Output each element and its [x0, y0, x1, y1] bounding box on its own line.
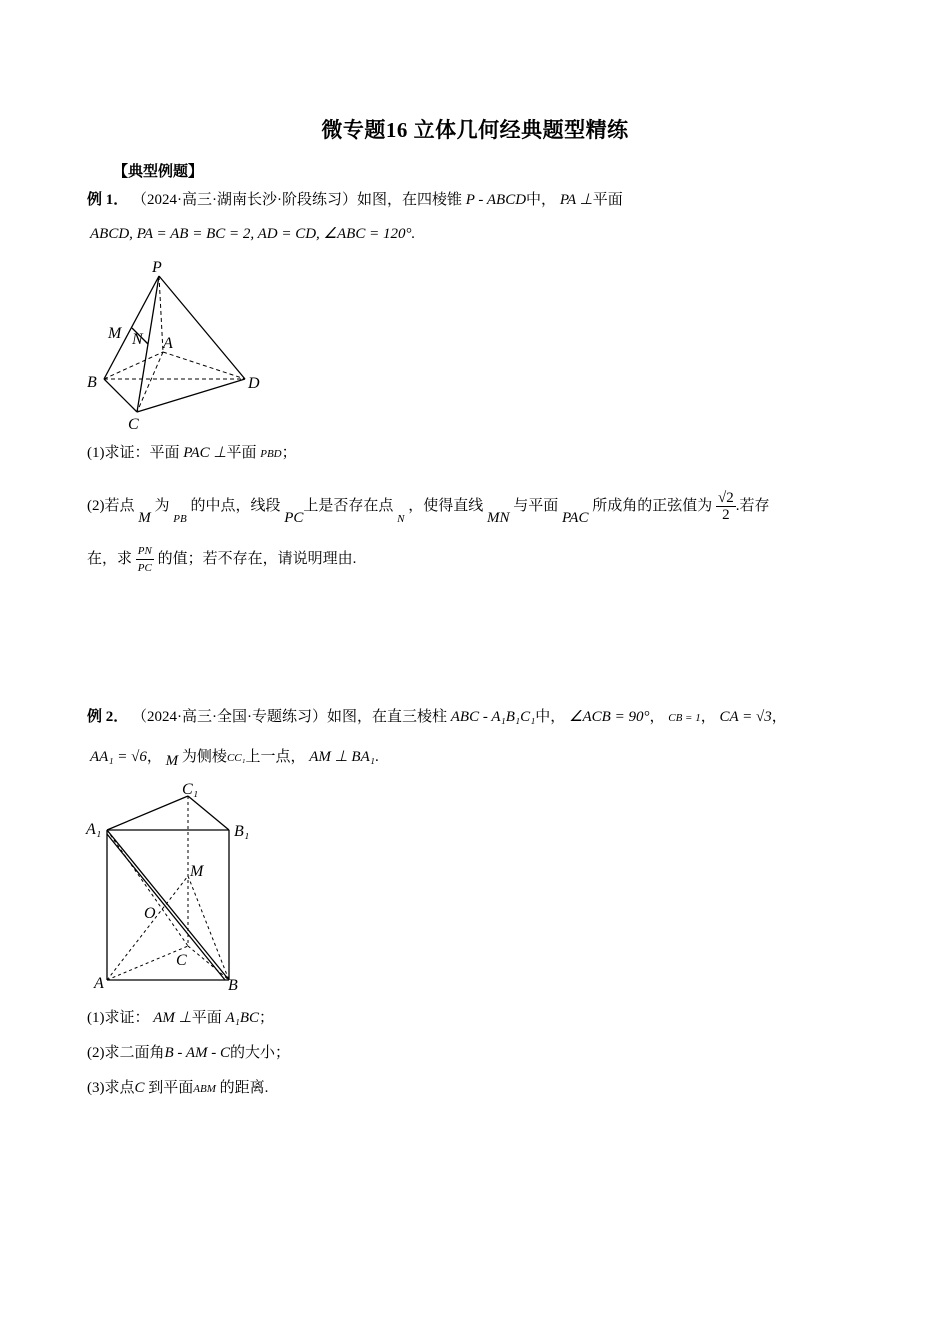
ex2-q3: [87, 1077, 268, 1100]
diag-AC: [137, 352, 163, 412]
label-P: P: [152, 259, 162, 276]
ex2-sep2: ，: [700, 709, 716, 725]
ex1-q2-line1: [87, 490, 770, 526]
ex1-line1: [87, 189, 623, 211]
ex2-q2-prefix: (2)求二面角: [87, 1045, 165, 1061]
ex1-pyramid: P - ABCD: [465, 192, 527, 208]
ex1-q2-N: N: [397, 512, 405, 525]
ex2-q1: [87, 1007, 274, 1029]
ex1-q2-d: 上是否存在点: [303, 497, 394, 514]
segment-A1C: [107, 830, 188, 946]
ex1-q1-end: ；: [281, 445, 297, 461]
ex2-q1-prefix: (1)求证：: [87, 1010, 150, 1026]
ex1-q2-c: 的中点，线段: [190, 497, 281, 514]
ex2-perp: AM ⊥ BA₁: [309, 749, 375, 765]
page-title: 微专题16 立体几何经典题型精练: [321, 118, 629, 142]
ex1-q2-fraction: [716, 490, 736, 523]
ex1-q2-g: 所成角的正弦值为: [592, 497, 713, 514]
ex1-pa-perp: PA ⊥: [559, 192, 593, 208]
ex1-q1-prefix: (1)求证：平面: [87, 445, 180, 461]
ex2-line1: [87, 706, 787, 729]
ex2-q1-plane: 平面: [191, 1010, 222, 1026]
ex2-side-a: 为侧棱: [181, 749, 227, 765]
ex1-q2-b: 为: [154, 497, 170, 514]
ex2-q3-mid: 到平面: [148, 1080, 194, 1096]
ex1-q2-PC: PC: [284, 509, 304, 526]
section-heading: 【典型例题】: [113, 164, 204, 180]
ex1-conditions: ABCD, PA = AB = BC = 2, AD = CD, ∠ABC = 120°.: [90, 226, 416, 242]
segment-MB: [188, 876, 229, 980]
ex1-q2-PAC: PAC: [562, 509, 589, 526]
ex2-q1-end: ；: [259, 1010, 275, 1026]
ex2-q3-abm: ABM: [193, 1083, 216, 1095]
edge-CD: [137, 379, 245, 412]
ex1-q2-f: 与平面: [513, 497, 559, 514]
edge-BC: [104, 379, 137, 412]
ex2-prism-figure: [82, 776, 272, 996]
label-A: A: [94, 975, 104, 992]
ex1-plane: 平面: [592, 192, 623, 208]
ex1-q2-PB: PB: [173, 512, 187, 525]
ex1-q2-a: (2)若点: [87, 497, 135, 514]
ex1-q2-ratio: [136, 543, 154, 576]
ex2-M: M: [165, 753, 179, 769]
ex1-q2-line2: [87, 543, 356, 576]
edge-BA: [104, 352, 163, 379]
ex1-q2-M: M: [138, 509, 151, 526]
ex2-sep4: ，: [146, 749, 162, 765]
ex1-q2-line2-b: 的值；若不存在，请说明理由.: [157, 550, 357, 567]
ex2-q2: [87, 1042, 290, 1064]
ex2-angle: ∠ACB = 90°: [569, 709, 650, 725]
ex2-aa1: AA₁ = √6: [90, 749, 147, 765]
ex1-q2-MN: MN: [487, 509, 510, 526]
edge-PD: [159, 276, 245, 379]
ex2-source: （2024·高三·全国·专题练习）如图，在直三棱柱: [132, 709, 448, 725]
ex1-q2-line2-a: 在，求: [87, 550, 133, 567]
ex1-q2-h: .若存: [735, 497, 770, 514]
ex1-label: 例 1．: [87, 192, 129, 208]
label-M: M: [108, 325, 122, 342]
label-B: B: [228, 977, 238, 994]
label-N: N: [132, 331, 143, 348]
segment-A1B: [107, 830, 229, 980]
ex1-q1: [87, 442, 297, 465]
label-C: C: [176, 952, 187, 969]
ex1-source: （2024·高三·湖南长沙·阶段练习）如图，在四棱锥: [132, 192, 463, 208]
ex2-line2: [90, 746, 379, 769]
ex2-q2-end: 的大小；: [230, 1045, 291, 1061]
ex1-q1-pbd: PBD: [260, 448, 282, 460]
ex2-end: .: [374, 749, 379, 765]
ex1-q2-ratio-den: PC: [137, 562, 152, 574]
label-D: D: [248, 375, 260, 392]
edge-C1B1: [188, 796, 229, 830]
ex2-side-b: 上一点，: [245, 749, 306, 765]
label-O: O: [144, 905, 156, 922]
ex2-sep3: ，: [771, 709, 787, 725]
ex1-q1-plane: 平面: [226, 445, 257, 461]
ex2-q3-C: C: [134, 1080, 145, 1096]
ex2-cb: CB = 1: [668, 712, 701, 724]
ex1-q2-e: ，使得直线: [408, 497, 484, 514]
edge-A1C1: [107, 796, 188, 830]
ex1-q2-frac-den: 2: [722, 507, 730, 523]
ex2-q3-end: 的距离.: [219, 1080, 269, 1096]
label-B: B: [87, 374, 97, 391]
ex2-cc1: CC₁: [226, 752, 246, 764]
label-C: C: [128, 416, 139, 433]
ex2-ca: CA = √3: [719, 709, 772, 725]
label-C1: C₁: [182, 781, 199, 798]
ex2-mid: 中，: [535, 709, 566, 725]
ex1-q2-frac-num: √2: [717, 490, 734, 506]
ex1-mid: 中，: [526, 192, 557, 208]
ex2-sep1: ，: [649, 709, 665, 725]
label-B1: B₁: [234, 823, 250, 840]
ex2-q2-angle: B - AM - C: [164, 1045, 231, 1061]
edge-AD: [163, 352, 245, 379]
ex1-q2-ratio-num: PN: [136, 543, 154, 560]
ex1-q1-pac: PAC ⊥: [183, 445, 227, 461]
ex2-q3-prefix: (3)求点: [87, 1080, 135, 1096]
edge-CB: [188, 946, 229, 980]
ex2-prism: ABC - A₁B₁C₁: [450, 709, 536, 725]
ex2-q1-am: AM ⊥: [153, 1010, 192, 1026]
label-M: M: [190, 863, 204, 880]
label-A1: A₁: [86, 821, 102, 838]
ex2-label: 例 2．: [87, 709, 129, 725]
label-A: A: [163, 335, 173, 352]
ex1-pyramid-figure: [80, 252, 280, 437]
ex2-q1-a1bc: A₁BC: [225, 1010, 260, 1026]
